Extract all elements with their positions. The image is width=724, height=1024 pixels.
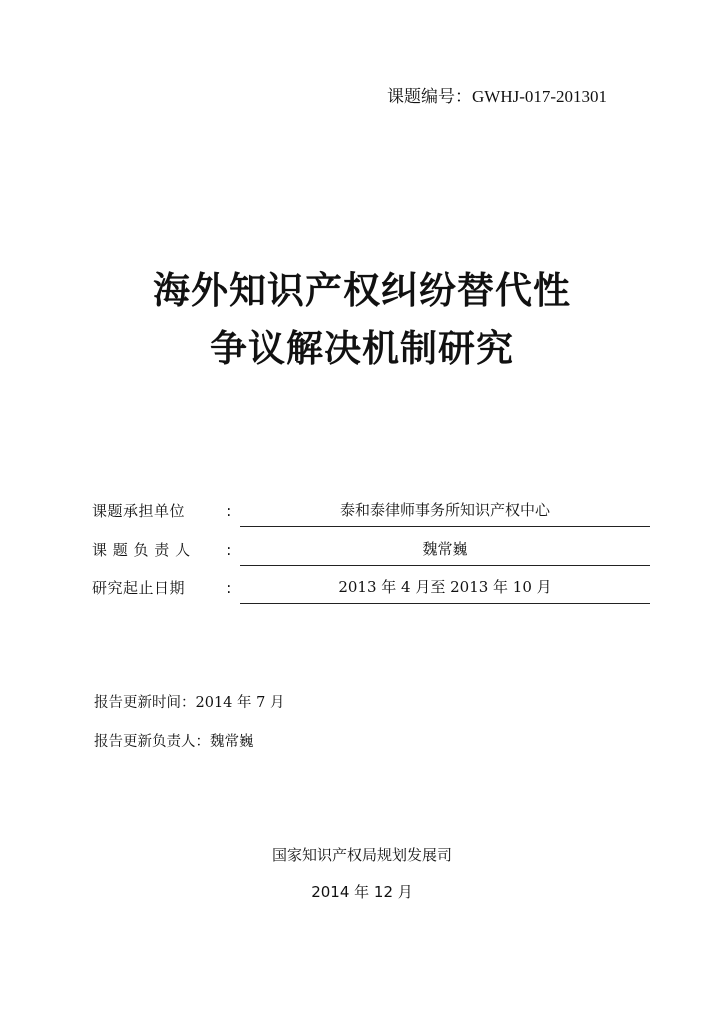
field-project-leader-label: 课 题 负 责 人 : bbox=[92, 541, 232, 559]
report-update-person-label: 报告更新负责人： bbox=[94, 734, 210, 750]
field-undertaking-unit-value: 泰和泰律师事务所知识产权中心 bbox=[339, 501, 550, 519]
report-title-line-2: 争议解决机制研究 bbox=[210, 327, 514, 370]
project-code-label: 课题编号： bbox=[387, 87, 472, 107]
report-title-line-1: 海外知识产权纠纷替代性 bbox=[153, 269, 571, 312]
field-underline bbox=[240, 603, 650, 604]
issuing-organization: 国家知识产权局规划发展司 bbox=[271, 846, 452, 864]
report-update-time-value: 2014 年 7 月 bbox=[195, 695, 285, 711]
project-code-value: GWHJ-017-201301 bbox=[472, 87, 608, 106]
field-research-period-value: 2013 年 4 月至 2013 年 10 月 bbox=[338, 578, 552, 596]
field-underline bbox=[240, 526, 650, 527]
field-project-leader-value: 魏常巍 bbox=[422, 540, 468, 558]
field-underline bbox=[240, 565, 650, 566]
field-undertaking-unit-label: 课题承担单位 : bbox=[92, 502, 232, 520]
issue-date: 2014 年 12 月 bbox=[311, 883, 413, 901]
report-update-time bbox=[94, 691, 284, 712]
report-update-person bbox=[94, 730, 254, 751]
report-update-person-value: 魏常巍 bbox=[210, 734, 254, 750]
field-research-period-label: 研究起止日期 : bbox=[92, 579, 232, 597]
report-update-time-label: 报告更新时间： bbox=[94, 695, 196, 711]
project-code bbox=[387, 82, 607, 107]
